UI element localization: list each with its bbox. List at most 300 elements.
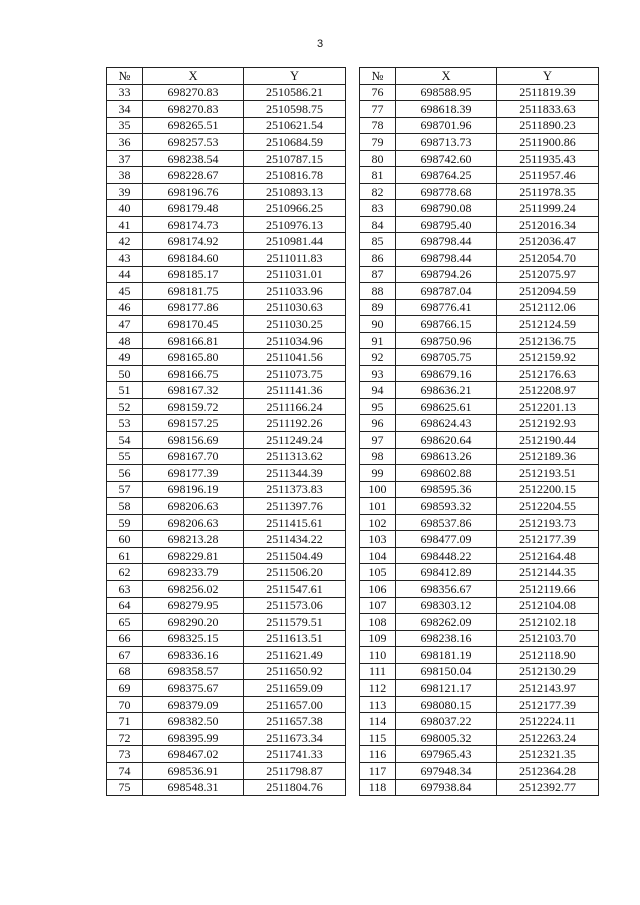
table-row xyxy=(107,200,599,217)
column-gap xyxy=(346,498,360,515)
y-coordinate-right: 2512075.97 xyxy=(497,266,599,283)
x-coordinate-right: 698787.04 xyxy=(396,283,497,300)
y-coordinate-left: 2511573.06 xyxy=(244,597,346,614)
y-coordinate-right: 2512159.92 xyxy=(497,349,599,366)
point-number-right: 117 xyxy=(360,762,396,779)
point-number-right: 99 xyxy=(360,465,396,482)
point-number-left: 47 xyxy=(107,316,143,333)
column-gap xyxy=(346,332,360,349)
x-coordinate-right: 698037.22 xyxy=(396,713,497,730)
y-coordinate-left: 2511621.49 xyxy=(244,647,346,664)
point-number-left: 69 xyxy=(107,680,143,697)
y-coordinate-right: 2512130.29 xyxy=(497,663,599,680)
x-coordinate-left: 698170.45 xyxy=(143,316,244,333)
x-coordinate-left: 698165.80 xyxy=(143,349,244,366)
point-number-right: 89 xyxy=(360,299,396,316)
point-number-right: 114 xyxy=(360,713,396,730)
y-coordinate-left: 2511579.51 xyxy=(244,614,346,631)
y-coordinate-left: 2511434.22 xyxy=(244,531,346,548)
table-row xyxy=(107,432,599,449)
x-coordinate-left: 698213.28 xyxy=(143,531,244,548)
x-coordinate-right: 698794.26 xyxy=(396,266,497,283)
table-row xyxy=(107,597,599,614)
y-coordinate-left: 2511650.92 xyxy=(244,663,346,680)
column-gap xyxy=(346,514,360,531)
x-coordinate-left: 698382.50 xyxy=(143,713,244,730)
x-coordinate-right: 698636.21 xyxy=(396,382,497,399)
column-gap xyxy=(346,349,360,366)
column-gap xyxy=(346,117,360,134)
column-gap xyxy=(346,250,360,267)
x-coordinate-right: 698713.73 xyxy=(396,134,497,151)
x-coordinate-right: 698620.64 xyxy=(396,432,497,449)
point-number-left: 33 xyxy=(107,84,143,101)
table-row xyxy=(107,183,599,200)
table-row xyxy=(107,283,599,300)
table-row xyxy=(107,713,599,730)
point-number-right: 93 xyxy=(360,365,396,382)
x-coordinate-right: 698790.08 xyxy=(396,200,497,217)
header-y-left: Y xyxy=(244,68,346,85)
point-number-right: 85 xyxy=(360,233,396,250)
x-coordinate-left: 698184.60 xyxy=(143,250,244,267)
y-coordinate-left: 2511166.24 xyxy=(244,398,346,415)
y-coordinate-left: 2511249.24 xyxy=(244,432,346,449)
point-number-right: 84 xyxy=(360,216,396,233)
point-number-left: 61 xyxy=(107,547,143,564)
y-coordinate-left: 2511673.34 xyxy=(244,729,346,746)
x-coordinate-right: 698121.17 xyxy=(396,680,497,697)
y-coordinate-right: 2512016.34 xyxy=(497,216,599,233)
y-coordinate-right: 2512321.35 xyxy=(497,746,599,763)
point-number-left: 55 xyxy=(107,448,143,465)
table-row xyxy=(107,266,599,283)
x-coordinate-right: 698412.89 xyxy=(396,564,497,581)
column-gap xyxy=(346,564,360,581)
x-coordinate-right: 697965.43 xyxy=(396,746,497,763)
y-coordinate-right: 2512104.08 xyxy=(497,597,599,614)
y-coordinate-left: 2511011.83 xyxy=(244,250,346,267)
y-coordinate-left: 2511073.75 xyxy=(244,365,346,382)
point-number-right: 96 xyxy=(360,415,396,432)
x-coordinate-left: 698358.57 xyxy=(143,663,244,680)
y-coordinate-right: 2512263.24 xyxy=(497,729,599,746)
point-number-right: 79 xyxy=(360,134,396,151)
header-x-right: X xyxy=(396,68,497,85)
x-coordinate-right: 698742.60 xyxy=(396,150,497,167)
point-number-left: 35 xyxy=(107,117,143,134)
point-number-left: 42 xyxy=(107,233,143,250)
y-coordinate-right: 2512119.66 xyxy=(497,580,599,597)
point-number-left: 36 xyxy=(107,134,143,151)
y-coordinate-left: 2511741.33 xyxy=(244,746,346,763)
table-row xyxy=(107,134,599,151)
y-coordinate-right: 2512208.97 xyxy=(497,382,599,399)
x-coordinate-right: 698595.36 xyxy=(396,481,497,498)
y-coordinate-left: 2511804.76 xyxy=(244,779,346,796)
point-number-left: 62 xyxy=(107,564,143,581)
y-coordinate-right: 2512193.51 xyxy=(497,465,599,482)
column-gap xyxy=(346,233,360,250)
column-gap xyxy=(346,167,360,184)
y-coordinate-left: 2511031.01 xyxy=(244,266,346,283)
y-coordinate-left: 2510966.25 xyxy=(244,200,346,217)
y-coordinate-left: 2510787.15 xyxy=(244,150,346,167)
x-coordinate-left: 698166.81 xyxy=(143,332,244,349)
table-row xyxy=(107,779,599,796)
header-x-left: X xyxy=(143,68,244,85)
x-coordinate-right: 698795.40 xyxy=(396,216,497,233)
point-number-left: 72 xyxy=(107,729,143,746)
x-coordinate-left: 698179.48 xyxy=(143,200,244,217)
table-row xyxy=(107,448,599,465)
point-number-right: 91 xyxy=(360,332,396,349)
point-number-right: 88 xyxy=(360,283,396,300)
point-number-left: 58 xyxy=(107,498,143,515)
y-coordinate-left: 2510976.13 xyxy=(244,216,346,233)
point-number-right: 104 xyxy=(360,547,396,564)
x-coordinate-left: 698167.32 xyxy=(143,382,244,399)
table-header-row xyxy=(107,68,599,85)
point-number-left: 44 xyxy=(107,266,143,283)
column-gap xyxy=(346,150,360,167)
x-coordinate-left: 698375.67 xyxy=(143,680,244,697)
y-coordinate-left: 2511344.39 xyxy=(244,465,346,482)
y-coordinate-right: 2512118.90 xyxy=(497,647,599,664)
x-coordinate-right: 698181.19 xyxy=(396,647,497,664)
header-num-left: № xyxy=(107,68,143,85)
y-coordinate-left: 2511506.20 xyxy=(244,564,346,581)
column-gap xyxy=(346,84,360,101)
table-row xyxy=(107,762,599,779)
x-coordinate-left: 698177.39 xyxy=(143,465,244,482)
column-gap xyxy=(346,448,360,465)
y-coordinate-right: 2511978.35 xyxy=(497,183,599,200)
point-number-left: 49 xyxy=(107,349,143,366)
y-coordinate-right: 2512177.39 xyxy=(497,531,599,548)
x-coordinate-right: 698618.39 xyxy=(396,101,497,118)
x-coordinate-right: 698080.15 xyxy=(396,696,497,713)
column-gap xyxy=(346,432,360,449)
x-coordinate-left: 698166.75 xyxy=(143,365,244,382)
table-row xyxy=(107,101,599,118)
x-coordinate-right: 698776.41 xyxy=(396,299,497,316)
table-row xyxy=(107,663,599,680)
point-number-left: 48 xyxy=(107,332,143,349)
y-coordinate-left: 2511798.87 xyxy=(244,762,346,779)
column-gap xyxy=(346,531,360,548)
table-row xyxy=(107,647,599,664)
x-coordinate-left: 698257.53 xyxy=(143,134,244,151)
point-number-left: 65 xyxy=(107,614,143,631)
y-coordinate-right: 2512201.13 xyxy=(497,398,599,415)
y-coordinate-left: 2511192.26 xyxy=(244,415,346,432)
x-coordinate-left: 698233.79 xyxy=(143,564,244,581)
table-body xyxy=(107,84,599,796)
point-number-right: 95 xyxy=(360,398,396,415)
x-coordinate-right: 698593.32 xyxy=(396,498,497,515)
column-gap xyxy=(346,663,360,680)
point-number-right: 108 xyxy=(360,614,396,631)
point-number-right: 81 xyxy=(360,167,396,184)
point-number-right: 90 xyxy=(360,316,396,333)
y-coordinate-right: 2511890.23 xyxy=(497,117,599,134)
x-coordinate-left: 698238.54 xyxy=(143,150,244,167)
point-number-left: 75 xyxy=(107,779,143,796)
y-coordinate-right: 2512364.28 xyxy=(497,762,599,779)
column-gap xyxy=(346,614,360,631)
point-number-right: 109 xyxy=(360,630,396,647)
point-number-right: 87 xyxy=(360,266,396,283)
x-coordinate-left: 698270.83 xyxy=(143,101,244,118)
table-row xyxy=(107,531,599,548)
point-number-left: 38 xyxy=(107,167,143,184)
y-coordinate-left: 2510684.59 xyxy=(244,134,346,151)
column-gap xyxy=(346,398,360,415)
y-coordinate-left: 2511041.56 xyxy=(244,349,346,366)
point-number-left: 74 xyxy=(107,762,143,779)
column-gap xyxy=(346,465,360,482)
point-number-right: 77 xyxy=(360,101,396,118)
point-number-right: 102 xyxy=(360,514,396,531)
y-coordinate-right: 2512164.48 xyxy=(497,547,599,564)
header-num-right: № xyxy=(360,68,396,85)
point-number-left: 73 xyxy=(107,746,143,763)
x-coordinate-left: 698174.92 xyxy=(143,233,244,250)
x-coordinate-left: 698395.99 xyxy=(143,729,244,746)
column-gap xyxy=(346,299,360,316)
point-number-right: 106 xyxy=(360,580,396,597)
y-coordinate-left: 2511657.38 xyxy=(244,713,346,730)
coordinates-table xyxy=(106,67,599,796)
column-gap xyxy=(346,365,360,382)
y-coordinate-left: 2510893.13 xyxy=(244,183,346,200)
table-row xyxy=(107,547,599,564)
x-coordinate-right: 698238.16 xyxy=(396,630,497,647)
point-number-right: 100 xyxy=(360,481,396,498)
column-gap xyxy=(346,696,360,713)
x-coordinate-left: 698229.81 xyxy=(143,547,244,564)
point-number-right: 92 xyxy=(360,349,396,366)
point-number-left: 37 xyxy=(107,150,143,167)
x-coordinate-left: 698325.15 xyxy=(143,630,244,647)
table-row xyxy=(107,564,599,581)
y-coordinate-right: 2512200.15 xyxy=(497,481,599,498)
table-row xyxy=(107,498,599,515)
column-gap xyxy=(346,382,360,399)
x-coordinate-right: 698766.15 xyxy=(396,316,497,333)
point-number-right: 86 xyxy=(360,250,396,267)
y-coordinate-right: 2511957.46 xyxy=(497,167,599,184)
table-row xyxy=(107,415,599,432)
table-row xyxy=(107,316,599,333)
x-coordinate-left: 698290.20 xyxy=(143,614,244,631)
point-number-right: 80 xyxy=(360,150,396,167)
point-number-left: 71 xyxy=(107,713,143,730)
y-coordinate-right: 2511999.24 xyxy=(497,200,599,217)
x-coordinate-right: 697948.34 xyxy=(396,762,497,779)
point-number-right: 112 xyxy=(360,680,396,697)
point-number-right: 83 xyxy=(360,200,396,217)
point-number-right: 107 xyxy=(360,597,396,614)
y-coordinate-right: 2511900.86 xyxy=(497,134,599,151)
table-row xyxy=(107,398,599,415)
point-number-right: 118 xyxy=(360,779,396,796)
x-coordinate-left: 698157.25 xyxy=(143,415,244,432)
x-coordinate-left: 698196.19 xyxy=(143,481,244,498)
point-number-left: 43 xyxy=(107,250,143,267)
point-number-left: 63 xyxy=(107,580,143,597)
table-row xyxy=(107,233,599,250)
x-coordinate-left: 698336.16 xyxy=(143,647,244,664)
y-coordinate-left: 2511313.62 xyxy=(244,448,346,465)
y-coordinate-left: 2511034.96 xyxy=(244,332,346,349)
point-number-left: 45 xyxy=(107,283,143,300)
point-number-right: 113 xyxy=(360,696,396,713)
point-number-left: 52 xyxy=(107,398,143,415)
column-gap xyxy=(346,580,360,597)
point-number-left: 60 xyxy=(107,531,143,548)
column-gap xyxy=(346,101,360,118)
x-coordinate-left: 698548.31 xyxy=(143,779,244,796)
point-number-right: 110 xyxy=(360,647,396,664)
table-row xyxy=(107,580,599,597)
column-gap xyxy=(346,713,360,730)
x-coordinate-left: 698181.75 xyxy=(143,283,244,300)
y-coordinate-right: 2512094.59 xyxy=(497,283,599,300)
y-coordinate-left: 2511657.00 xyxy=(244,696,346,713)
table-row xyxy=(107,299,599,316)
point-number-right: 105 xyxy=(360,564,396,581)
x-coordinate-right: 698262.09 xyxy=(396,614,497,631)
y-coordinate-left: 2511030.25 xyxy=(244,316,346,333)
y-coordinate-left: 2510598.75 xyxy=(244,101,346,118)
table-row xyxy=(107,481,599,498)
x-coordinate-right: 698448.22 xyxy=(396,547,497,564)
point-number-left: 67 xyxy=(107,647,143,664)
x-coordinate-left: 698159.72 xyxy=(143,398,244,415)
x-coordinate-left: 698379.09 xyxy=(143,696,244,713)
point-number-left: 50 xyxy=(107,365,143,382)
x-coordinate-left: 698167.70 xyxy=(143,448,244,465)
column-gap xyxy=(346,216,360,233)
point-number-left: 64 xyxy=(107,597,143,614)
y-coordinate-right: 2512124.59 xyxy=(497,316,599,333)
y-coordinate-right: 2512054.70 xyxy=(497,250,599,267)
point-number-right: 116 xyxy=(360,746,396,763)
x-coordinate-right: 697938.84 xyxy=(396,779,497,796)
y-coordinate-right: 2512204.55 xyxy=(497,498,599,515)
y-coordinate-right: 2512136.75 xyxy=(497,332,599,349)
x-coordinate-left: 698206.63 xyxy=(143,514,244,531)
column-gap xyxy=(346,762,360,779)
x-coordinate-left: 698177.86 xyxy=(143,299,244,316)
x-coordinate-right: 698625.61 xyxy=(396,398,497,415)
table-row xyxy=(107,680,599,697)
x-coordinate-right: 698705.75 xyxy=(396,349,497,366)
point-number-left: 68 xyxy=(107,663,143,680)
x-coordinate-left: 698270.83 xyxy=(143,84,244,101)
column-gap xyxy=(346,200,360,217)
column-gap xyxy=(346,779,360,796)
y-coordinate-left: 2511033.96 xyxy=(244,283,346,300)
column-gap xyxy=(346,68,360,85)
column-gap xyxy=(346,746,360,763)
point-number-left: 53 xyxy=(107,415,143,432)
point-number-right: 98 xyxy=(360,448,396,465)
table-row xyxy=(107,382,599,399)
table-row xyxy=(107,465,599,482)
y-coordinate-left: 2511504.49 xyxy=(244,547,346,564)
y-coordinate-right: 2511833.63 xyxy=(497,101,599,118)
table-row xyxy=(107,365,599,382)
column-gap xyxy=(346,183,360,200)
y-coordinate-right: 2512392.77 xyxy=(497,779,599,796)
y-coordinate-right: 2512143.97 xyxy=(497,680,599,697)
column-gap xyxy=(346,134,360,151)
x-coordinate-right: 698477.09 xyxy=(396,531,497,548)
column-gap xyxy=(346,415,360,432)
column-gap xyxy=(346,266,360,283)
table-row xyxy=(107,332,599,349)
x-coordinate-left: 698196.76 xyxy=(143,183,244,200)
x-coordinate-right: 698005.32 xyxy=(396,729,497,746)
y-coordinate-left: 2511397.76 xyxy=(244,498,346,515)
table-row xyxy=(107,729,599,746)
header-y-right: Y xyxy=(497,68,599,85)
column-gap xyxy=(346,647,360,664)
table-row xyxy=(107,167,599,184)
x-coordinate-left: 698206.63 xyxy=(143,498,244,515)
table-row xyxy=(107,630,599,647)
point-number-right: 97 xyxy=(360,432,396,449)
x-coordinate-right: 698778.68 xyxy=(396,183,497,200)
y-coordinate-left: 2511373.83 xyxy=(244,481,346,498)
table-row xyxy=(107,349,599,366)
y-coordinate-left: 2510816.78 xyxy=(244,167,346,184)
x-coordinate-right: 698679.16 xyxy=(396,365,497,382)
table-row xyxy=(107,117,599,134)
y-coordinate-left: 2510586.21 xyxy=(244,84,346,101)
point-number-left: 41 xyxy=(107,216,143,233)
point-number-left: 46 xyxy=(107,299,143,316)
point-number-left: 56 xyxy=(107,465,143,482)
table-row xyxy=(107,696,599,713)
y-coordinate-left: 2511415.61 xyxy=(244,514,346,531)
y-coordinate-right: 2512192.93 xyxy=(497,415,599,432)
point-number-right: 78 xyxy=(360,117,396,134)
column-gap xyxy=(346,597,360,614)
x-coordinate-right: 698602.88 xyxy=(396,465,497,482)
table-row xyxy=(107,614,599,631)
y-coordinate-left: 2511659.09 xyxy=(244,680,346,697)
point-number-left: 66 xyxy=(107,630,143,647)
point-number-left: 40 xyxy=(107,200,143,217)
table-row xyxy=(107,514,599,531)
x-coordinate-right: 698356.67 xyxy=(396,580,497,597)
point-number-left: 57 xyxy=(107,481,143,498)
table-row xyxy=(107,84,599,101)
point-number-left: 70 xyxy=(107,696,143,713)
x-coordinate-left: 698265.51 xyxy=(143,117,244,134)
point-number-left: 59 xyxy=(107,514,143,531)
x-coordinate-right: 698764.25 xyxy=(396,167,497,184)
y-coordinate-right: 2512102.18 xyxy=(497,614,599,631)
x-coordinate-right: 698150.04 xyxy=(396,663,497,680)
column-gap xyxy=(346,630,360,647)
x-coordinate-right: 698613.26 xyxy=(396,448,497,465)
x-coordinate-right: 698537.86 xyxy=(396,514,497,531)
